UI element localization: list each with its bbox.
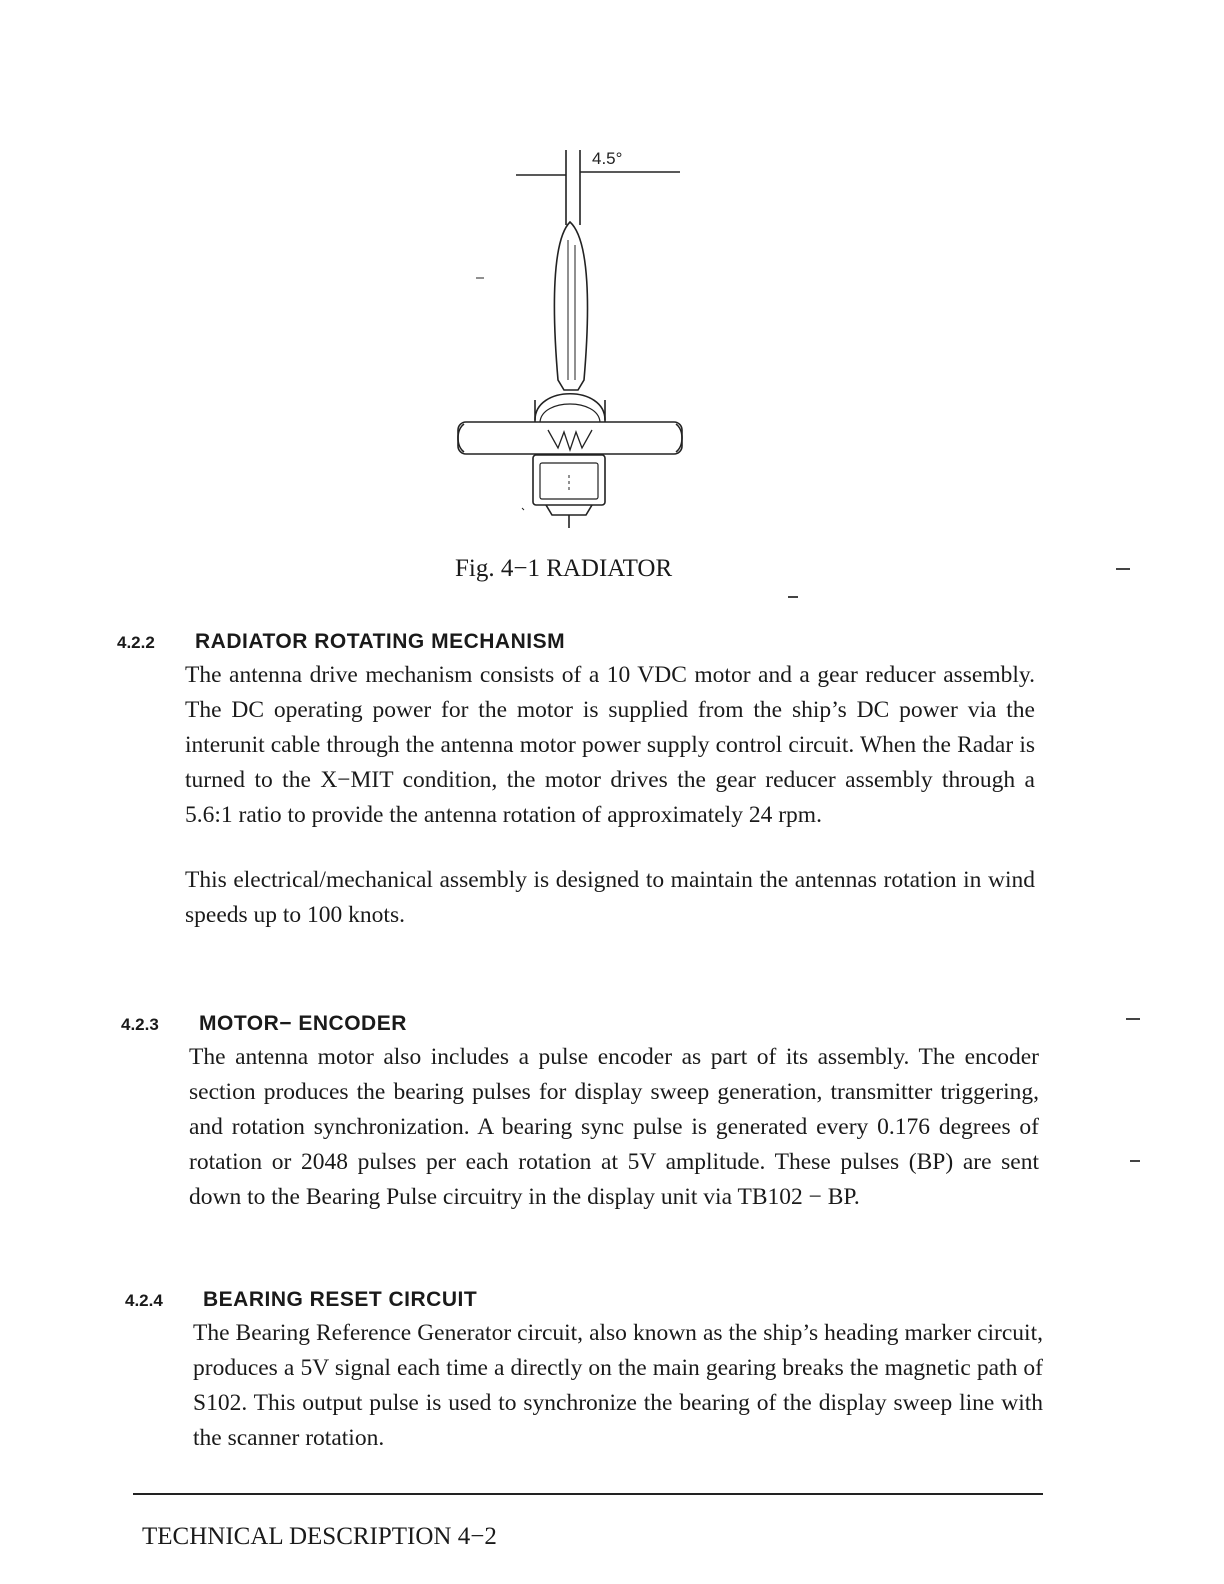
section-paragraph: The antenna motor also includes a pulse encoder as part of its assembly. The encoder section produces the bearing pulses for display sweep generation, transmitter triggering, and rotation synchronization. A bearing sync pulse is generated every 0.176 degrees of rotation or 2048 pulses per each rotation at 5V amplitude. These pulses (BP) are sent down to the Bearing Pulse circuitry in the display unit via TB102 − BP.	[189, 1044, 1039, 1210]
section-heading	[125, 1288, 995, 1312]
section-heading	[117, 630, 987, 654]
margin-mark	[1130, 1160, 1140, 1162]
section-paragraph: The Bearing Reference Generator circuit, also known as the ship’s heading marker circuit, produces a 5V signal each time a directly on the main gearing breaks the magnetic path of S102. This output pulse is used to synchronize the bearing of the display sweep line with the scanner rotation.	[193, 1320, 1043, 1451]
section-number: 4.2.3	[121, 1015, 159, 1034]
margin-mark	[788, 596, 798, 598]
radiator-figure	[440, 130, 720, 540]
section-motor-encoder	[121, 1012, 1039, 1215]
radiator-drawing	[440, 130, 720, 540]
section-paragraph: This electrical/mechanical assembly is designed to maintain the antennas rotation in wind speeds up to 100 knots.	[185, 867, 1035, 928]
section-title: MOTOR− ENCODER	[199, 1012, 407, 1035]
margin-mark	[1126, 1018, 1140, 1020]
section-number: 4.2.4	[125, 1291, 163, 1310]
horn-flare	[548, 430, 592, 450]
gearbox-base	[546, 505, 592, 515]
beam-lobe	[554, 222, 587, 390]
angle-label: 4.5°	[592, 149, 623, 168]
section-radiator-rotating-mechanism	[117, 630, 1035, 933]
section-title: BEARING RESET CIRCUIT	[203, 1288, 478, 1311]
horn-inner	[540, 404, 600, 422]
footer-rule	[133, 1493, 1043, 1495]
figure-caption: Fig. 4−1 RADIATOR	[455, 555, 673, 582]
margin-mark	[1116, 568, 1130, 570]
page-footer: TECHNICAL DESCRIPTION 4−2	[142, 1523, 497, 1550]
horn-top	[535, 394, 605, 420]
section-bearing-reset-circuit	[125, 1288, 1043, 1456]
section-number: 4.2.2	[117, 633, 155, 652]
section-paragraph: The antenna drive mechanism consists of a 10 VDC motor and a gear reducer assembly. The DC operating power for the motor is supplied from the ship’s DC power via the interunit cable through the antenna motor power supply control circuit. When the Radar is turned to the X−MIT condition, the motor drives the gear reducer assembly through a 5.6:1 ratio to provide the antenna rotation of approximately 24 rpm.	[185, 662, 1035, 828]
stray-mark	[522, 508, 524, 510]
section-heading	[121, 1012, 991, 1036]
section-title: RADIATOR ROTATING MECHANISM	[195, 630, 566, 653]
